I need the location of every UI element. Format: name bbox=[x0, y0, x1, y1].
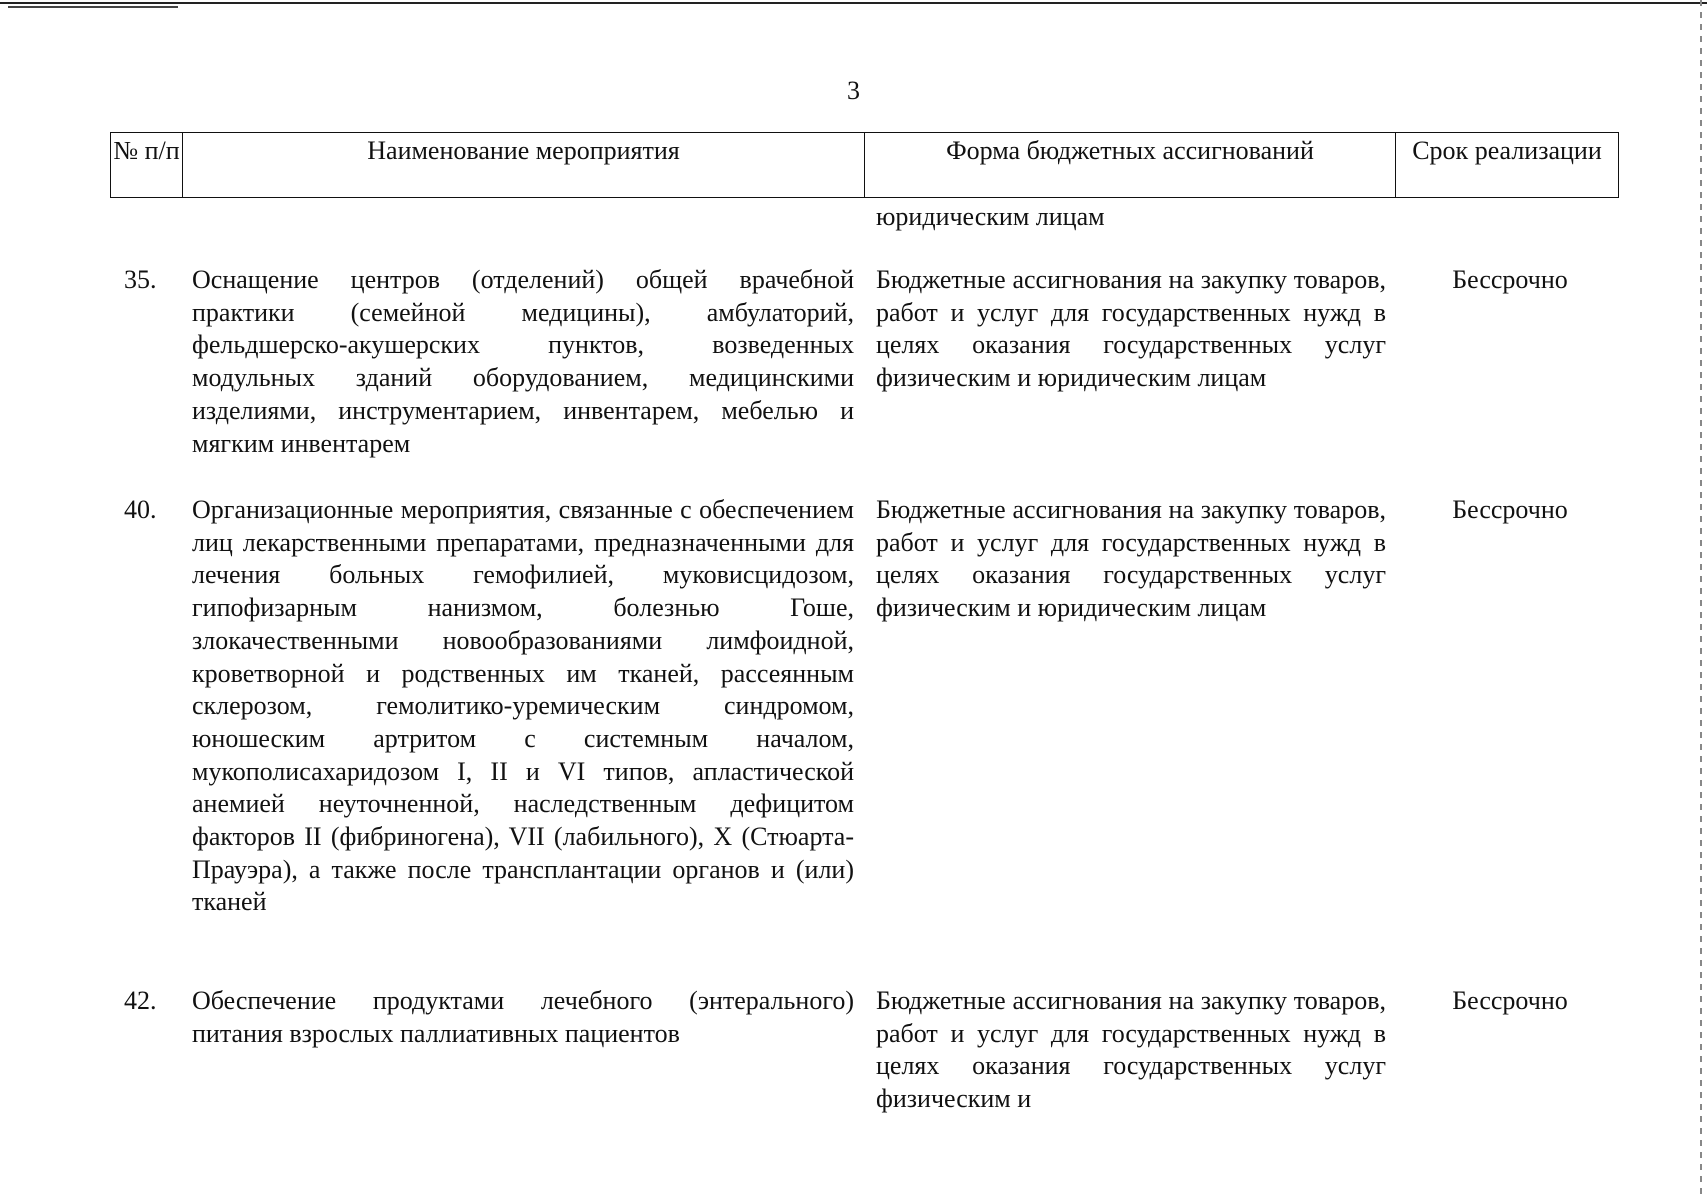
top-border-line bbox=[0, 2, 1707, 4]
row-term: Бессрочно bbox=[1452, 495, 1568, 524]
header-cell-term: Срок реализации bbox=[1412, 136, 1602, 165]
row-term: Бессрочно bbox=[1452, 986, 1568, 1015]
row-budget-form: Бюджетные ассигнования на закупку товаров, работ и услуг для государственных нужд в целях оказания государственных услуг физическим и bbox=[876, 986, 1386, 1114]
row-activity-name: Обеспечение продуктами лечебного (энтерального) питания взрослых паллиативных пациентов bbox=[192, 986, 854, 1048]
row-term: Бессрочно bbox=[1452, 265, 1568, 294]
table-header bbox=[110, 132, 1619, 198]
row-number: 42. bbox=[124, 986, 157, 1015]
scan-edge-mark bbox=[1700, 0, 1702, 1200]
continuation-text: юридическим лицам bbox=[876, 202, 1105, 231]
page-number: 3 bbox=[847, 76, 860, 105]
row-budget-form: Бюджетные ассигнования на закупку товаров, работ и услуг для государственных нужд в целях оказания государственных услуг физическим и юридическим лицам bbox=[876, 265, 1386, 393]
row-activity-name: Организационные мероприятия, связанные с обеспечением лиц лекарственными препаратами, предназначенными для лечения больных гемофилией, муковисцидозом, гипофизарным нанизмом, болезнью Гоше, злокачественными новообразованиями лимфоидной, кроветворной и родственных им тканей, рассеянным склерозом, гемолитико-уремическим синдромом, юношеским артритом с системным началом, мукополисахаридозом I, II и VI типов, апластической анемией неуточненной, наследственным дефицитом факторов II (фибриногена), VII (лабильного), X (Стюарта-Прауэра), а также после трансплантации органов и (или) тканей bbox=[192, 495, 854, 917]
row-number: 40. bbox=[124, 495, 157, 524]
row-budget-form: Бюджетные ассигнования на закупку товаров, работ и услуг для государственных нужд в целях оказания государственных услуг физическим и юридическим лицам bbox=[876, 495, 1386, 623]
top-border-line-secondary bbox=[8, 6, 178, 8]
header-cell-form: Форма бюджетных ассигнований bbox=[865, 133, 1396, 197]
header-cell-name: Наименование мероприятия bbox=[183, 133, 865, 197]
header-cell-number: № п/п bbox=[111, 133, 183, 197]
row-activity-name: Оснащение центров (отделений) общей врачебной практики (семейной медицины), амбулаторий, фельдшерско-акушерских пунктов, возведенных модульных зданий оборудованием, медицинскими изделиями, инструментарием, инвентарем, мебелью и мягким инвентарем bbox=[192, 265, 854, 458]
row-number: 35. bbox=[124, 265, 157, 294]
